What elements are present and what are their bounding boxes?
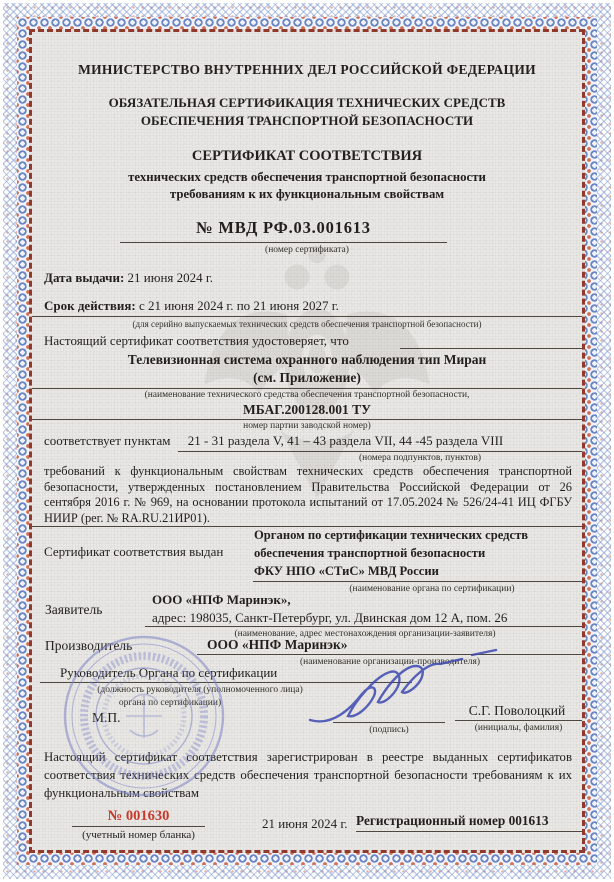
underline [40,682,412,683]
validity-value: с 21 июня 2024 г. по 21 июня 2027 г. [138,298,339,313]
underline [356,831,582,832]
head-caption-line1: (должность руководителя (уполномоченного лица) [97,685,303,695]
issuer-caption: (наименование органа по сертификации) [349,584,515,594]
underline [32,316,582,317]
certificate-content [32,32,582,850]
applicant-label: Заявитель [45,602,103,617]
certification-type-line1: ОБЯЗАТЕЛЬНАЯ СЕРТИФИКАЦИЯ ТЕХНИЧЕСКИХ СРЕДСТВ [108,95,506,110]
product-caption: (наименование технического средства обеспечения транспортной безопасности, [144,390,470,400]
issuer-name-line1: Органом по сертификации технических средств [254,528,529,542]
certificate-number: № МВД РФ.03.001613 [120,218,447,243]
issuer-name-line2: обеспечения транспортной безопасности [254,546,486,560]
issue-date-label: Дата выдачи: [44,270,125,285]
signer-caption: (инициалы, фамилия) [474,723,563,733]
certificate-title: СЕРТИФИКАТ СООТВЕТСТВИЯ [191,148,423,164]
underline [197,654,582,655]
manufacturer-caption: (наименование организации-производителя) [300,657,480,667]
certificate-number-caption: (номер сертификата) [265,245,349,255]
ministry-title: МИНИСТЕРСТВО ВНУТРЕННИХ ДЕЛ РОССИЙСКОЙ ФЕДЕРАЦИИ [78,62,536,77]
underline [72,826,205,827]
underline [400,348,582,349]
underline [455,720,582,721]
intro-text: Настоящий сертификат соответствия удостоверяет, что [44,333,349,348]
manufacturer-name: ООО «НПФ Маринэк» [207,637,348,652]
head-position: Руководитель Органа по сертификации [60,665,278,680]
certification-type-line2: ОБЕСПЕЧЕНИЯ ТРАНСПОРТНОЙ БЕЗОПАСНОСТИ [140,112,474,128]
underline [145,626,582,627]
issuer-name-line3: ФКУ НПО «СТиС» МВД России [254,564,439,578]
compliance-label: соответствует пунктам [44,433,171,448]
product-note: (см. Приложение) [253,370,361,385]
footer-date: 21 июня 2024 г. [262,816,348,831]
registration-paragraph: Настоящий сертификат соответствия зарегистрирован в реестре выданных сертификатов соответствия технических средств обеспечения транспортной безопасности требованиям к их функциональным свойствам [44,750,572,800]
certificate-subtitle-line2: требованиям к их функциональным свойствам [169,187,445,201]
blank-number: № 001630 [107,808,170,824]
signer-name: С.Г. Поволоцкий [468,703,566,718]
certificate-subtitle-line1: технических средств обеспечения транспортной безопасности [128,170,486,184]
underline [32,388,582,389]
applicant-caption: (наименование, адрес местонахождения организации-заявителя) [234,629,496,639]
issue-date-value: 21 июня 2024 г. [127,270,214,285]
head-caption-line2: органа по сертификации) [118,698,222,708]
signature-line [333,722,445,723]
seal-mark: М.П. [92,710,121,725]
underline [32,419,582,420]
blank-number-caption: (учетный номер бланка) [82,829,195,841]
issuer-label: Сертификат соответствия выдан [44,544,224,559]
compliance-caption: (номера подпунктов, пунктов) [358,453,482,463]
product-name: Телевизионная система охранного наблюдения тип Миран [127,352,487,367]
tu-caption: номер партии заводской номер) [243,421,371,431]
applicant-address: адрес: 198035, Санкт-Петербург, ул. Двинская дом 12 А, пом. 26 [152,610,508,625]
signature-caption: (подпись) [369,725,409,735]
compliance-value: 21 - 31 раздела V, 41 – 43 раздела VII, 44 -45 раздела VIII [187,433,504,448]
underline [178,451,582,452]
validity-caption: (для серийно выпускаемых технических средств обеспечения транспортной безопасности) [132,319,482,329]
basis-paragraph: требований к функциональным свойствам технических средств обеспечения транспортной безопасности, утвержденных постановлением Правительства Российской Федерации от 26 сентября 2016 г. № 969, на основании протокола испытаний от 17.05.2024 № 526/24-41 ИЦ ФГБУ НИИР (рег. № RA.RU.21ИР01). [44,464,572,525]
inner-frame [29,29,585,853]
manufacturer-label: Производитель [45,638,133,653]
validity-label: Срок действия: [44,298,136,313]
underline [253,581,582,582]
registration-number: Регистрационный номер 001613 [356,813,549,828]
applicant-name: ООО «НПФ Маринэк», [152,592,291,607]
tu-number: МБАГ.200128.001 ТУ [242,402,372,417]
